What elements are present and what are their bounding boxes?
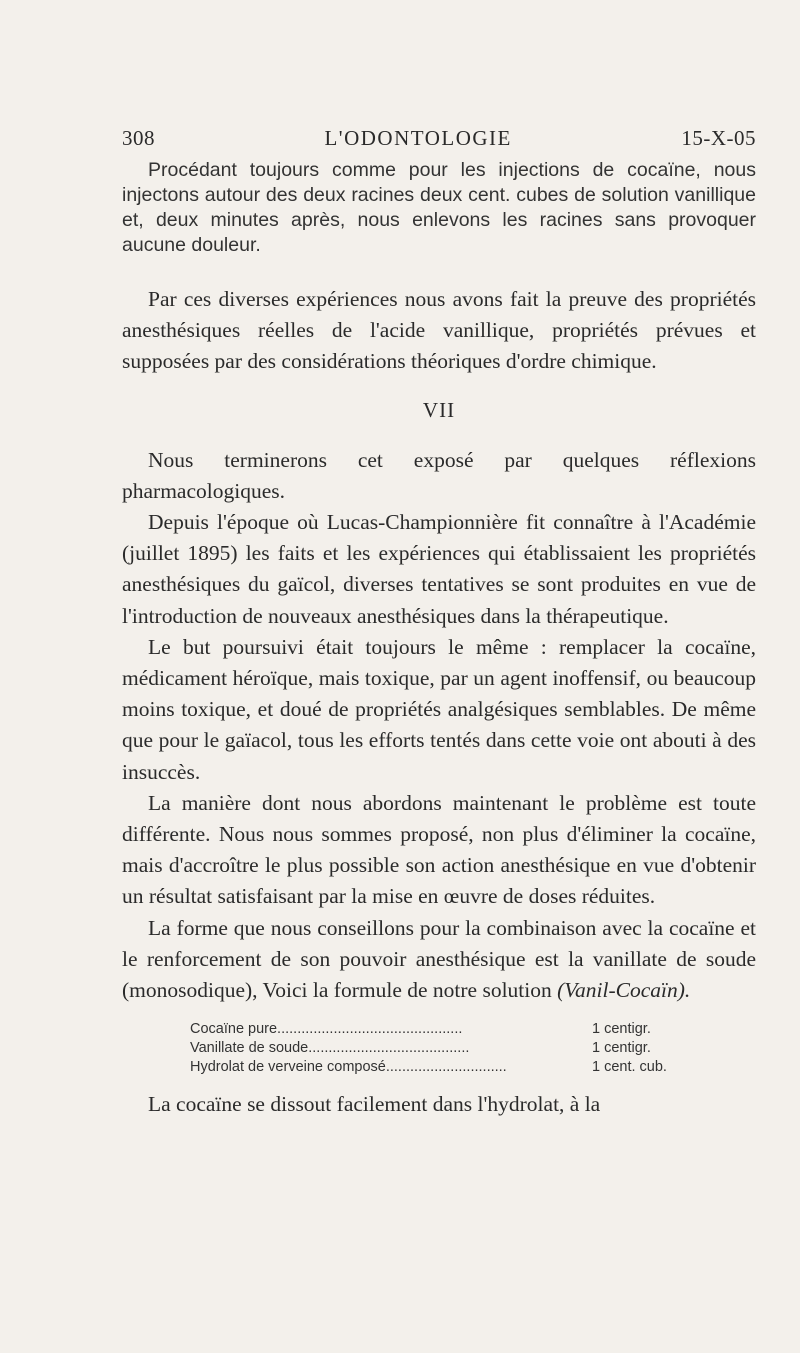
- document-page: [122, 126, 756, 1120]
- page-number: 308: [122, 126, 155, 150]
- formula-row: [190, 1020, 756, 1039]
- paragraph-2: Nous terminerons cet exposé par quelques réflexions pharmacologiques.: [122, 447, 756, 503]
- formula-ingredient: Vanillate de soude........................................: [190, 1040, 470, 1057]
- intro-paragraph: Procédant toujours comme pour les injections de cocaïne, nous injectons autour des deux racines deux cent. cubes de solution vanillique et, deux minutes après, nous enlevons les racines sans provoquer aucune douleur.: [122, 159, 756, 256]
- section-heading: VII: [422, 397, 456, 422]
- journal-title: L'ODONTOLOGIE: [324, 126, 512, 150]
- paragraph-1: Par ces diverses expériences nous avons fait la preuve des propriétés anesthésiques réelles de l'acide vanillique, propriétés prévues et supposées par des considérations théoriques d'ordre chimique.: [122, 287, 756, 374]
- formula-row: [190, 1058, 756, 1077]
- page-header: [122, 126, 756, 158]
- formula-ingredient: Hydrolat de verveine composé..............................: [190, 1059, 507, 1076]
- formula-row: [190, 1039, 756, 1058]
- paragraph-3: Depuis l'époque où Lucas-Championnière fit connaître à l'Académie (juillet 1895) les faits et les expériences qui établissaient les propriétés anesthésiques du gaïcol, diverses tentatives se sont produites en vue de l'introduction de nouveaux anesthésiques dans la thérapeutique.: [122, 510, 756, 628]
- solution-name: (Vanil-Cocaïn).: [557, 978, 691, 1003]
- paragraph-7: La cocaïne se dissout facilement dans l'hydrolat, à la: [148, 1092, 601, 1117]
- paragraph-5: La manière dont nous abordons maintenant le problème est toute différente. Nous nous sommes proposé, non plus d'éliminer la cocaïne, mais d'accroître le plus possible son action anesthésique en vue d'obtenir un résultat satisfaisant par la mise en œuvre de doses réduites.: [122, 790, 756, 909]
- formula-table: [190, 1020, 756, 1077]
- formula-quantity: 1 centigr.: [592, 1040, 651, 1057]
- issue-date: 15-X-05: [681, 126, 756, 150]
- paragraph-6-text: La forme que nous conseillons pour la combinaison avec la cocaïne et le renforcement de son pouvoir anesthésique est la vanillate de soude (monosodique), Voici la formule de notre solution: [122, 915, 756, 1003]
- formula-quantity: 1 cent. cub.: [592, 1059, 667, 1076]
- paragraph-4: Le but poursuivi était toujours le même : remplacer la cocaïne, médicament héroïque, mais toxique, par un agent inoffensif, ou beaucoup moins toxique, et doué de propriétés analgésiques semblables. De même que pour le gaïacol, tous les efforts tentés dans cette voie ont abouti à des insuccès.: [122, 634, 756, 784]
- paragraph-6: [122, 913, 756, 1007]
- formula-quantity: 1 centigr.: [592, 1021, 651, 1038]
- formula-ingredient: Cocaïne pure..............................................: [190, 1021, 463, 1038]
